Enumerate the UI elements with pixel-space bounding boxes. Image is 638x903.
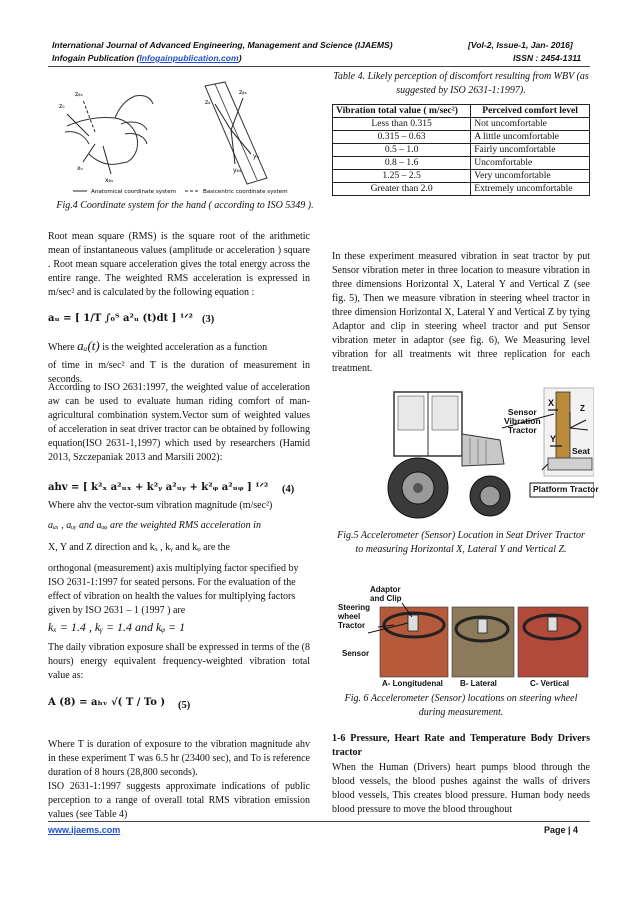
fig5-vibration-word: Vibration — [504, 416, 541, 426]
fig4-caption: Fig.4 Coordinate system for the hand ( according to ISO 5349 ). — [56, 200, 314, 211]
fig4-label-xbs: xᵦₛ — [105, 177, 114, 184]
footer-site-link[interactable]: www.ijaems.com — [48, 825, 121, 835]
fig5-z-label: Z — [580, 404, 585, 413]
table4-caption: Table 4. Likely perception of discomfort resulting from WBV (as suggested by ISO 2631-1:1997). — [333, 71, 589, 96]
fig6-steering-label: Steering wheel Tractor — [338, 603, 371, 630]
right-paragraph-1: In these experiment measured vibration in seat tractor by put Sensor vibration meter in three location to measure vibration in three dimensions Horizontal X, Lateral Y and Vertical Z (see fig. 5), Then we measure vibration in steering wheel tractor in three dimension Horizontal X, Lateral Y and Vertical Z by tying Adaptor and clip in steering wheel tractor and put Sensor vibration meter in adaptor (see fig. 6), We Measuring level vibration for all treatments wit three replication for each treatment. — [332, 251, 590, 374]
left-paragraph-7: The daily vibration exposure shall be expressed in terms of the (8 hours) energy equivalent frequency-weighted vibration total value as: — [48, 642, 310, 681]
table-cell: Fairly uncomfortable — [471, 144, 590, 157]
left-paragraph-9: ISO 2631-1:1997 suggests approximate indications of public perception to a range of overall total RMS vibration emission values (see Table 4) — [48, 781, 310, 820]
fig5-platform-label: Platform Tractor — [533, 484, 599, 494]
p2-post: is the weighted acceleration as a function — [102, 342, 268, 353]
fig5-tractor-word: Tractor — [507, 425, 537, 435]
table-cell: Not uncomfortable — [471, 118, 590, 131]
equation-5: A (8) = aₕᵥ √( T / To ) — [48, 697, 166, 708]
fig4-svg — [55, 74, 305, 196]
table-cell: Very uncomfortable — [471, 170, 590, 183]
table-row — [333, 183, 590, 196]
left-paragraph-8: Where T is duration of exposure to the vibration magnitude ahv in these experiment T was 6.5 hr (23400 sec), and To is reference duration of 8 hours (28,800 seconds). — [48, 739, 310, 778]
equation-5-number: (5) — [178, 700, 191, 711]
fig4-label-xh: xₕ — [77, 165, 83, 172]
table-cell: Less than 0.315 — [333, 118, 471, 131]
fig6-steering-image — [338, 585, 590, 689]
fig6-caption: Fig. 6 Accelerometer (Sensor) locations on steering wheel during measurement. — [344, 693, 578, 718]
table4 — [332, 104, 590, 196]
table-cell: Uncomfortable — [471, 157, 590, 170]
table-cell: Extremely uncomfortable — [471, 183, 590, 196]
table-row — [333, 144, 590, 157]
fig4-label-zo: z₀ — [59, 103, 65, 110]
header-rule — [48, 66, 590, 67]
fig6-label-c: C- Vertical — [530, 679, 570, 688]
fig5-caption: Fig.5 Accelerometer (Sensor) Location in Seat Driver Tractor to measuring Horizontal X, Lateral Y and Vertical Z. — [337, 530, 585, 555]
table-cell: 0.8 – 1.6 — [333, 157, 471, 170]
right-paragraph-2: When the Human (Drivers) heart pumps blood through the blood vessels, the blood pushes against the walls of drivers blood vessels, This creates blood pressure. Human body needs blood pressure to move the blood throughout — [332, 762, 590, 815]
fig4-legend-anatomical: Anatomical coordinate system — [91, 189, 177, 195]
p2-symbol: aᵤ(t) — [77, 338, 100, 353]
fig5-y-label: Y — [550, 434, 557, 444]
fig4-label-zbs: zᵦₛ — [75, 91, 83, 98]
equation-4-number: (4) — [282, 484, 295, 495]
fig5-tractor-image — [372, 384, 599, 524]
publisher-prefix: Infogain Publication ( — [52, 53, 140, 63]
fig6-adaptor-label: Adaptor and Clip — [370, 585, 402, 603]
fig4-legend-basicentric: Basicentric coordinate system — [203, 189, 288, 195]
left-paragraph-3: According to ISO 2631:1997, the weighted value of acceleration aw can be used to evaluate human riding comfort of man- agricultural combination system.Vector sum of weighted values of acceleration in seat driver tractor can be obtained by following equation(ISO 2631-1,1997) which used by researchers (Hamid 2013, Szczepaniak 2013 and Marsili 2002): — [48, 382, 310, 463]
left-paragraph-4: Where ahv the vector-sum vibration magnitude (m/sec²) — [48, 500, 273, 511]
left-paragraph-5b: X, Y and Z direction and kₓ , kᵧ and kᵩ are the — [48, 542, 230, 553]
table4-header-row — [333, 105, 590, 118]
fig4-hand-diagram — [55, 74, 305, 196]
fig5-sensor-label — [504, 408, 541, 435]
k-values: kₓ = 1.4 , kᵧ = 1.4 and kᵩ = 1 — [48, 620, 186, 634]
table-cell: 0.315 – 0.63 — [333, 131, 471, 144]
equation-4: ahv = [ k²ₓ a²ᵤₓ + k²ᵧ a²ᵤᵧ + k²ᵩ a²ᵤᵩ ] ¹ᐟ² — [48, 482, 269, 493]
fig6-label-a: A- Longitudenal — [382, 679, 443, 688]
left-paragraph-2b: of time in m/sec² and T is the duration of measurement in seconds. — [48, 360, 310, 385]
left-paragraph-5a: aᵤₓ , aᵤᵧ and aᵤᵩ are the weighted RMS acceleration in — [48, 520, 261, 531]
fig4-label-zbs-r: zᵦₛ — [239, 89, 247, 96]
footer-site[interactable] — [48, 825, 120, 835]
fig5-svg — [372, 384, 594, 524]
publisher-line — [52, 53, 242, 63]
fig6-label-b: B- Lateral — [460, 679, 497, 688]
fig4-label-ybs: yᵦₛ — [233, 167, 242, 174]
table-row — [333, 118, 590, 131]
fig4-label-zas: zₐ — [205, 99, 211, 106]
publisher-suffix: ) — [238, 53, 242, 63]
table-row — [333, 131, 590, 144]
table-cell: 0.5 – 1.0 — [333, 144, 471, 157]
table-row — [333, 170, 590, 183]
issn: ISSN : 2454-1311 — [513, 53, 582, 63]
left-paragraph-2 — [48, 339, 310, 355]
left-paragraph-6: orthogonal (measurement) axis multiplying factor specified by ISO 2631-1:1997 for seated persons. For the evaluation of the effect of vibration on health the values for multiplying factors given by ISO 2631 – 1 (1997 ) are — [48, 563, 299, 616]
fig5-seat-label: Seat — [572, 446, 590, 456]
equation-3-number: (3) — [202, 314, 215, 325]
journal-title: International Journal of Advanced Engineering, Management and Science (IJAEMS) — [52, 40, 393, 50]
table4-col2-header: Perceived comfort level — [471, 105, 590, 118]
table-cell: 1.25 – 2.5 — [333, 170, 471, 183]
fig5-x-label: X — [548, 398, 555, 408]
volume-info: [Vol-2, Issue-1, Jan- 2016] — [468, 40, 573, 50]
section-title-1-6: 1-6 Pressure, Heart Rate and Temperature Body Drivers tractor — [332, 733, 590, 758]
table-cell: Greater than 2.0 — [333, 183, 471, 196]
table4-col1-header: Vibration total value ( m/sec²) — [333, 105, 471, 118]
footer-page-number: Page | 4 — [544, 825, 579, 835]
table-row — [333, 157, 590, 170]
fig4-label-yh: yₕ — [253, 153, 259, 160]
publisher-link[interactable]: Infogainpublication.com — [139, 53, 239, 63]
fig6-sensor-label: Sensor — [342, 649, 370, 658]
fig5-sensor-word: Sensor — [507, 407, 537, 417]
p2-where: Where — [48, 342, 75, 353]
table-cell: A little uncomfortable — [471, 131, 590, 144]
footer-rule — [48, 821, 590, 822]
equation-3: aᵤ = [ 1/T ∫₀ᵀ a²ᵤ (t)dt ] ¹ᐟ² — [48, 313, 193, 324]
left-paragraph-1: Root mean square (RMS) is the square root of the arithmetic mean of instantaneous values (amplitude or acceleration ) square . Root mean square acceleration gives the total energy across the entire range. The weighted RMS acceleration is expressed in m/sec² and is calculated by the following equation : — [48, 231, 310, 298]
